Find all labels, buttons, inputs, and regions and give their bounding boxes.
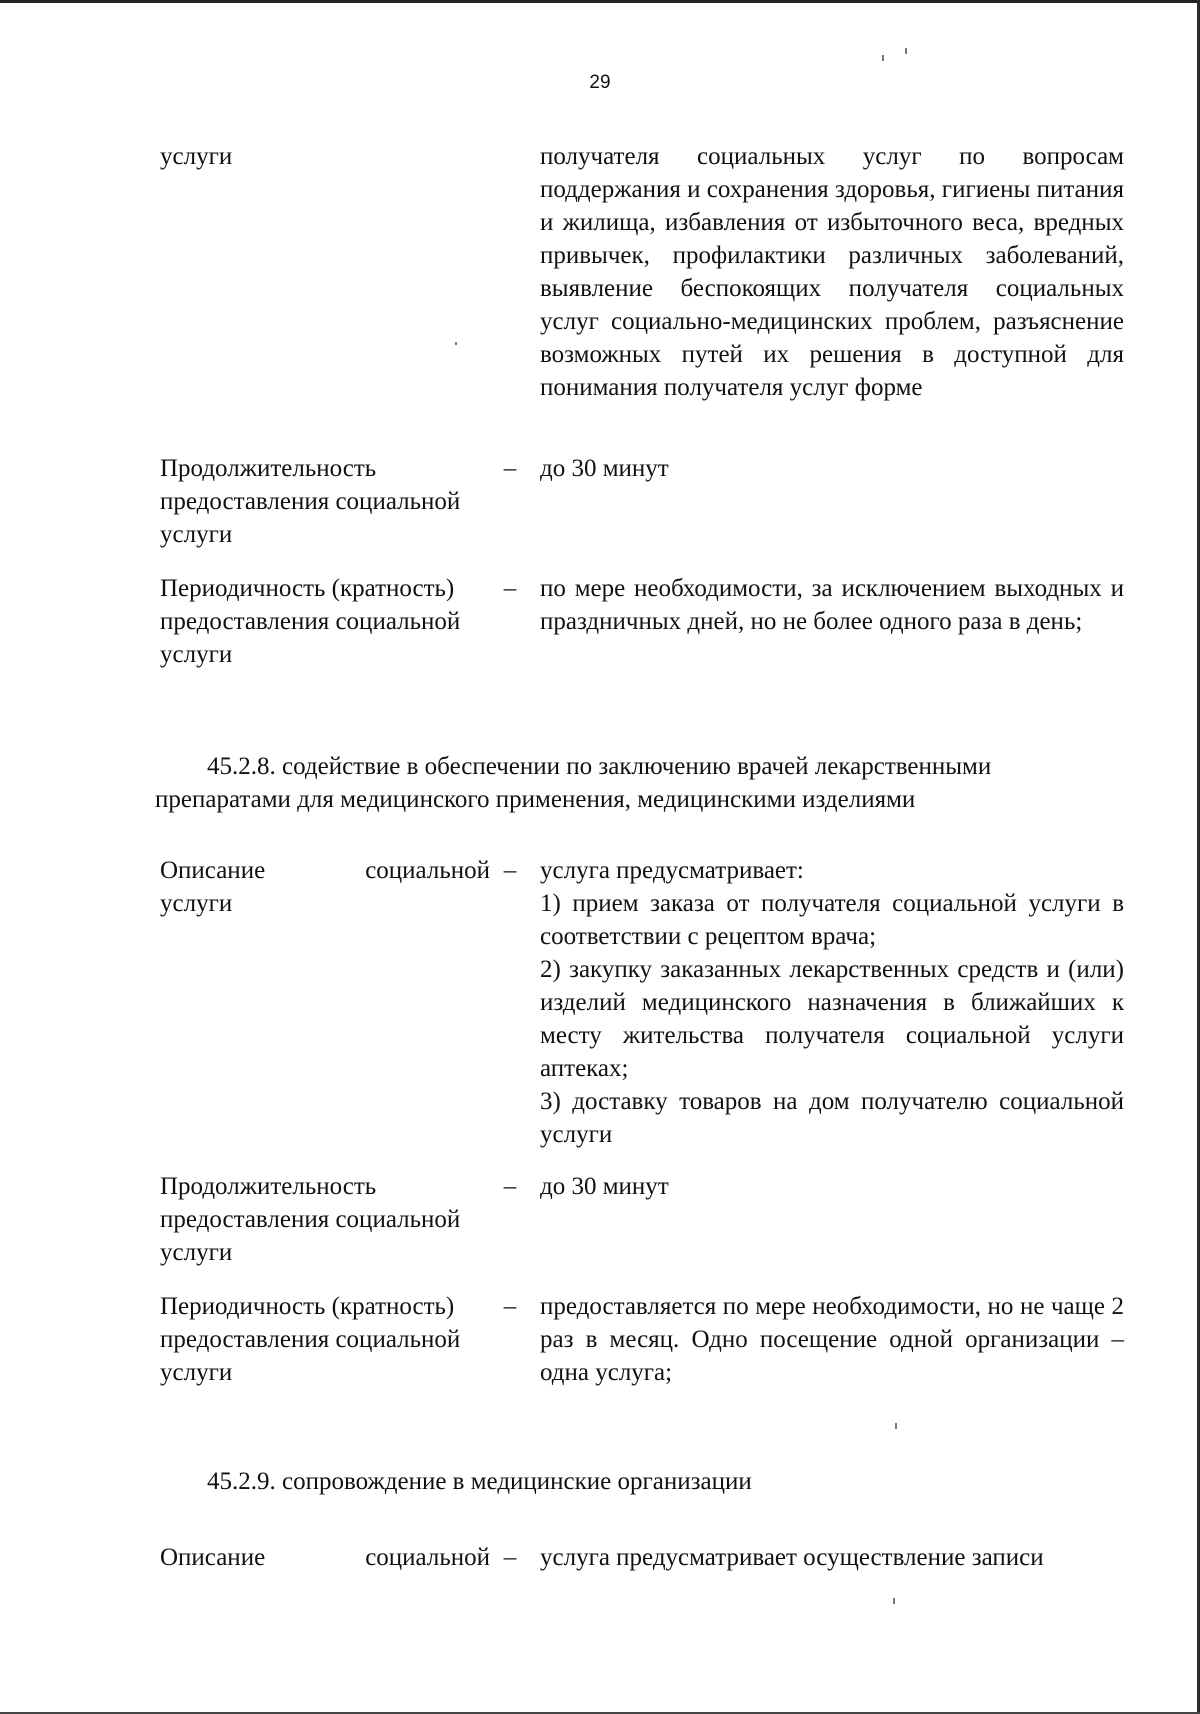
description-label-word: Описание <box>160 857 266 884</box>
description-item: 3) доставку товаров на дом получателю социальной услуги <box>540 1088 1124 1148</box>
description-value: услуга предусматривает осуществление записи <box>540 1544 1044 1571</box>
scan-edge-top <box>0 0 1200 3</box>
duration-value: до 30 минут <box>540 1173 669 1200</box>
duration-value: до 30 минут <box>540 455 669 482</box>
duration-label: Продолжительность предоставления социальной услуги <box>160 455 461 548</box>
description-value: получателя социальных услуг по вопросам поддержания и сохранения здоровья, гигиены питания и жилища, избавления от избыточного веса, вредных привычек, профилактики различных заболеваний, выявление беспокоящих получателя социальных услуг социально-медицинских проблем, разъяснение возможных путей их решения в доступной для понимания получателя услуг форме <box>540 143 1124 401</box>
scan-speck <box>455 342 457 345</box>
dash: – <box>503 1293 517 1320</box>
description-item: 2) закупку заказанных лекарственных средств и (или) изделий медицинского назначения в ближайших к месту жительства получателя социальной услуги аптеках; <box>540 956 1124 1082</box>
duration-label: Продолжительность предоставления социальной услуги <box>160 1173 461 1266</box>
description-label <box>160 1541 490 1574</box>
description-intro: услуга предусматривает: <box>540 857 804 884</box>
description-item: 1) прием заказа от получателя социальной услуги в соответствии с рецептом врача; <box>540 890 1124 950</box>
periodicity-label: Периодичность (кратность) предоставления социальной услуги <box>160 1293 461 1386</box>
periodicity-value: предоставляется по мере необходимости, но не чаще 2 раз в месяц. Одно посещение одной организации – одна услуга; <box>540 1293 1124 1386</box>
section-heading-45-2-9: 45.2.9. сопровождение в медицинские организации <box>207 1468 752 1495</box>
scan-speck <box>895 1423 897 1429</box>
dash: – <box>503 1544 517 1571</box>
dash: – <box>503 857 517 884</box>
periodicity-label: Периодичность (кратность) предоставления социальной услуги <box>160 575 461 668</box>
description-value <box>540 854 1124 1151</box>
scan-speck <box>882 55 884 61</box>
dash: – <box>503 455 517 482</box>
description-label-word: социальной <box>365 1544 490 1571</box>
scan-speck <box>905 48 907 54</box>
dash: – <box>503 1173 517 1200</box>
description-label: услуги <box>160 143 233 170</box>
description-label-word: Описание <box>160 1544 266 1571</box>
periodicity-value: по мере необходимости, за исключением выходных и праздничных дней, но не более одного раза в день; <box>540 575 1124 635</box>
page-number: 29 <box>589 72 611 93</box>
description-label-word: социальной <box>365 857 490 884</box>
description-label-word: услуги <box>160 890 233 917</box>
section-heading-45-2-8: 45.2.8. содействие в обеспечении по заключению врачей лекарственными препаратами для медицинского применения, медицинскими изделиями <box>155 753 992 813</box>
scan-speck <box>893 1598 895 1604</box>
dash: – <box>503 575 517 602</box>
description-label <box>160 854 490 920</box>
